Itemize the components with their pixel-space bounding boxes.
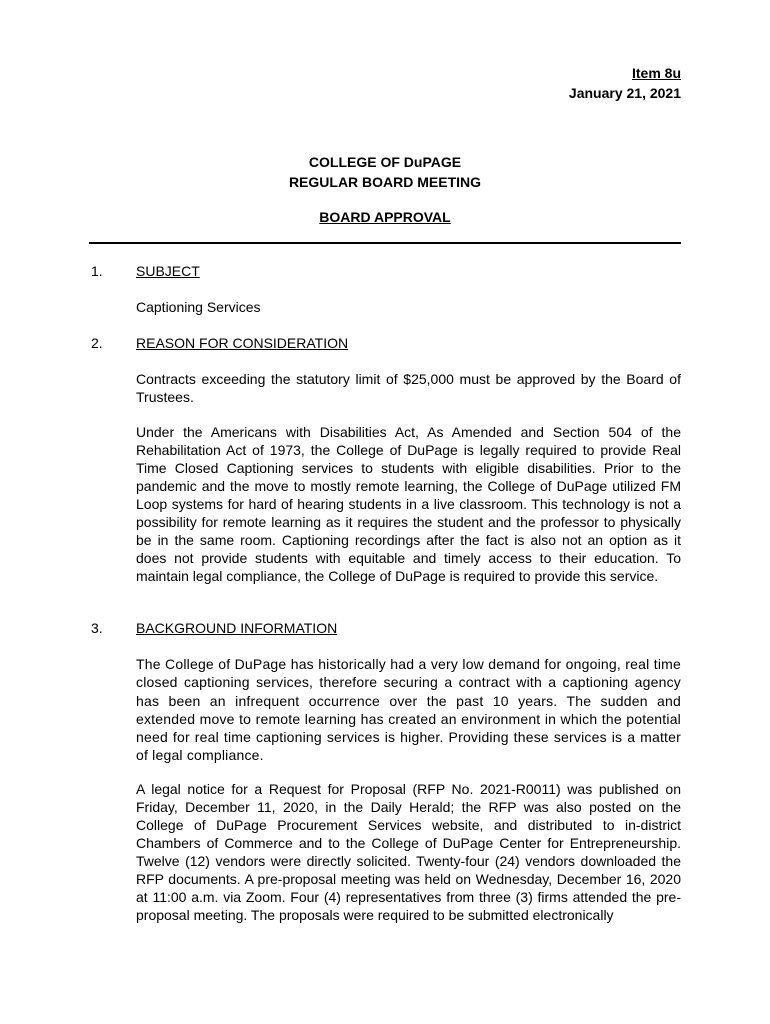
section-2-number: 2. bbox=[91, 335, 103, 351]
document-title bbox=[0, 152, 770, 227]
meeting-date: January 21, 2021 bbox=[568, 85, 681, 101]
institution-name: COLLEGE OF DuPAGE bbox=[308, 154, 462, 170]
section-3-number: 3. bbox=[91, 620, 103, 636]
section-2-paragraph-2: Under the Americans with Disabilities Act, As Amended and Section 504 of the Rehabilitation Act of 1973, the College of DuPage is legally required to provide Real Time Closed Captioning services to students with eligible disabilities. Prior to the pandemic and the move to mostly remote learning, the College of DuPage utilized FM Loop systems for hard of hearing students in a live classroom. This technology is not a possibility for remote learning as it requires the student and the professor to physically be in the same room. Captioning recordings after the fact is also not an option as it does not provide students with equitable and timely access to their education. To maintain legal compliance, the College of DuPage is required to provide this service. bbox=[136, 424, 681, 584]
section-3-heading: BACKGROUND INFORMATION bbox=[136, 620, 338, 636]
meeting-type: REGULAR BOARD MEETING bbox=[288, 174, 482, 190]
section-1-heading: SUBJECT bbox=[136, 263, 200, 279]
item-header bbox=[569, 63, 681, 103]
section-3-paragraph-1: The College of DuPage has historically had a very low demand for ongoing, real time closed captioning services, therefore securing a contract with a captioning agency has been an infrequent occurrence over the past 10 years. The sudden and extended move to remote learning has created an environment in which the potential need for real time captioning services is higher. Providing these services is a matter of legal compliance. bbox=[136, 656, 681, 764]
item-number: Item 8u bbox=[631, 65, 681, 81]
section-2-paragraph-1: Contracts exceeding the statutory limit of $25,000 must be approved by the Board of Trustees. bbox=[136, 371, 681, 405]
section-1-number: 1. bbox=[91, 263, 103, 279]
section-2-heading: REASON FOR CONSIDERATION bbox=[136, 335, 349, 351]
section-1-text: Captioning Services bbox=[136, 299, 261, 315]
section-3-paragraph-2: A legal notice for a Request for Proposal (RFP No. 2021-R0011) was published on Friday, December 11, 2020, in the Daily Herald; the RFP was also posted on the College of DuPage Procurement Services website, and distributed to in-district Chambers of Commerce and to the College of DuPage Center for Entrepreneurship. Twelve (12) vendors were directly solicited. Twenty-four (24) vendors downloaded the RFP documents. A pre-proposal meeting was held on Wednesday, December 16, 2020 at 11:00 a.m. via Zoom. Four (4) representatives from three (3) firms attended the pre-proposal meeting. The proposals were required to be submitted electronically bbox=[136, 781, 681, 923]
approval-heading: BOARD APPROVAL bbox=[319, 209, 451, 225]
horizontal-rule bbox=[89, 242, 681, 244]
